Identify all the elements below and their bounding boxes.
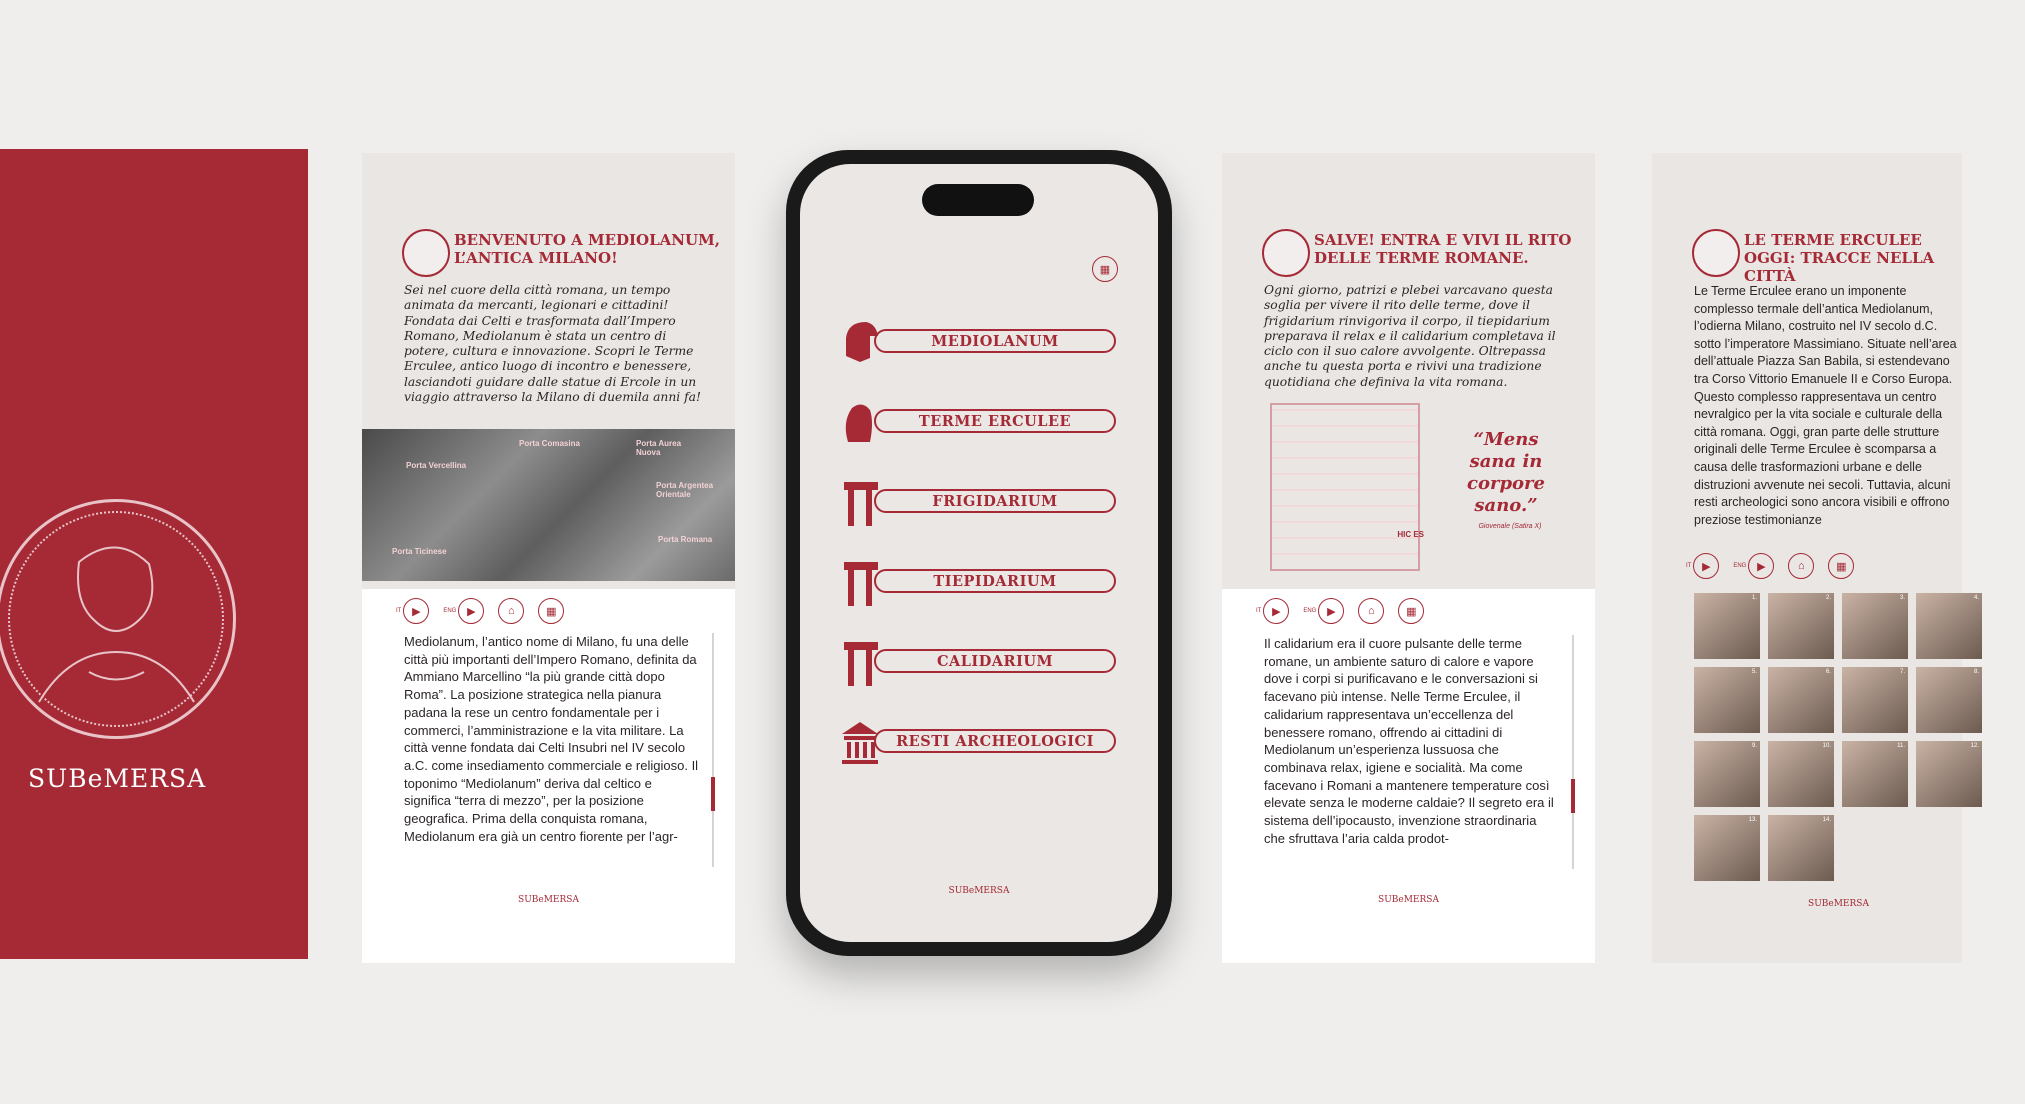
- panel-footer-brand: SUBeMERSA: [518, 895, 579, 905]
- plan-you-are-here-label: HIC ES: [1397, 530, 1424, 539]
- lang-label-eng: ENG: [443, 608, 457, 614]
- tile-number: 3.: [1899, 595, 1905, 601]
- menu-item-resti-archeologici[interactable]: [840, 716, 1120, 756]
- phone-mockup: [786, 150, 1172, 956]
- map-label: Porta Ticinese: [392, 547, 447, 556]
- gallery-tile[interactable]: [1916, 741, 1982, 807]
- map-label: Porta Comasina: [519, 439, 580, 448]
- home-button[interactable]: [1788, 553, 1814, 579]
- tile-number: 6.: [1825, 669, 1831, 675]
- panel-footer-brand: SUBeMERSA: [1808, 899, 1869, 909]
- play-it-button[interactable]: [1263, 598, 1289, 624]
- dynamic-island: [922, 184, 1034, 216]
- tile-number: 7.: [1899, 669, 1905, 675]
- lang-label-it: IT: [396, 608, 402, 614]
- hercules-logo-icon: [1262, 229, 1310, 277]
- brand-logo: SUBeMERSA: [28, 764, 207, 793]
- map-icon: ▦: [1836, 560, 1847, 573]
- gallery-tile[interactable]: [1768, 815, 1834, 881]
- panel-terme: [1222, 153, 1595, 963]
- phone-screen: [800, 164, 1158, 942]
- gallery-tile[interactable]: [1916, 593, 1982, 659]
- home-icon: ⌂: [508, 605, 515, 617]
- tile-number: 10.: [1822, 743, 1831, 749]
- map-label: Porta Aurea Nuova: [636, 439, 682, 457]
- tile-number: 9.: [1751, 743, 1757, 749]
- panel-header: [362, 153, 735, 589]
- menu-item-label: FRIGIDARIUM: [874, 489, 1116, 513]
- menu-item-label: TERME ERCULEE: [874, 409, 1116, 433]
- lang-label-it: IT: [1256, 608, 1262, 614]
- menu-item-calidarium[interactable]: [840, 636, 1120, 676]
- tile-number: 11.: [1897, 743, 1905, 749]
- panel-body[interactable]: [1264, 635, 1574, 869]
- scrollbar-thumb[interactable]: [1571, 779, 1575, 813]
- lang-label-it: IT: [1686, 563, 1692, 569]
- panel-body[interactable]: [404, 633, 714, 867]
- panel-title: BENVENUTO A MEDIOLANUM, L’ANTICA MILANO!: [454, 231, 720, 267]
- play-icon: ▶: [1327, 605, 1336, 618]
- audio-controls: [1686, 553, 2006, 579]
- audio-controls: [396, 598, 716, 624]
- gallery-tile[interactable]: [1694, 593, 1760, 659]
- home-icon: ⌂: [1798, 560, 1805, 572]
- play-icon: ▶: [1757, 560, 1766, 573]
- panel-intro: Ogni giorno, patrizi e plebei varcavano questa soglia per vivere il rito delle terme, dove il frigidarium rinvigoriva il corpo, il tiepidarium preparava il relax e il calidarium completava il ciclo con il suo calore avvolgente. Oltrepassa anche tu questa porta e rivivi una tradizione quotidiana che definiva la vita romana.: [1264, 283, 1556, 389]
- play-it-button[interactable]: [1693, 553, 1719, 579]
- menu-item-label: MEDIOLANUM: [874, 329, 1116, 353]
- menu-item-mediolanum[interactable]: [840, 316, 1120, 356]
- gallery-tile[interactable]: [1768, 593, 1834, 659]
- gallery-tile[interactable]: [1694, 667, 1760, 733]
- gallery-tile[interactable]: [1768, 741, 1834, 807]
- body-text: Il calidarium era il cuore pulsante delle terme romane, un ambiente saturo di calore e vapore dove i corpi si purificavano e le conversazioni si facevano più intense. Nelle Terme Erculee, il calidarium rappresentava un’eccellenza del benessere romano, offrendo ai cittadini di Mediolanum un’esperienza lussuosa che combinava relax, igiene e socialità. Ma come facevano i Romani a mantenere temperature così elevate senza le moderne caldaie? Il segreto era il sistema dell’ipocausto, invenzione straordinaria che sfruttava l’aria calda prodot-: [1264, 636, 1554, 846]
- tile-number: 2.: [1825, 595, 1831, 601]
- map-label: Porta Vercellina: [406, 461, 467, 470]
- map-icon: ▦: [1099, 263, 1111, 276]
- map-label: Porta Argentea Orientale: [656, 481, 714, 499]
- tile-number: 13.: [1748, 817, 1757, 823]
- menu-item-frigidarium[interactable]: [840, 476, 1120, 516]
- play-it-button[interactable]: [403, 598, 429, 624]
- gallery-tile[interactable]: [1842, 593, 1908, 659]
- gallery-tile[interactable]: [1916, 667, 1982, 733]
- menu-item-terme-erculee[interactable]: [840, 396, 1120, 436]
- panel-title: SALVE! ENTRA E VIVI IL RITO DELLE TERME ROMANE.: [1314, 231, 1572, 267]
- map-button[interactable]: [1828, 553, 1854, 579]
- panel-title: LE TERME ERCULEE OGGI: TRACCE NELLA CITTÀ: [1744, 231, 1935, 285]
- menu-item-label: CALIDARIUM: [874, 649, 1116, 673]
- quote-source: Giovenale (Satira X): [1478, 523, 1542, 530]
- play-icon: ▶: [412, 605, 421, 618]
- panel-header: [1222, 153, 1595, 589]
- tile-number: 8.: [1973, 669, 1979, 675]
- gallery-tile[interactable]: [1768, 667, 1834, 733]
- play-eng-button[interactable]: [458, 598, 484, 624]
- quote: “Mens sana in corpore sano.”: [1467, 429, 1545, 516]
- map-icon: ▦: [1406, 605, 1417, 618]
- menu-item-label: TIEPIDARIUM: [874, 569, 1116, 593]
- gallery-tile[interactable]: [1842, 741, 1908, 807]
- lang-label-eng: ENG: [1733, 563, 1747, 569]
- body-text: Mediolanum, l’antico nome di Milano, fu una delle città più importanti dell’Impero Romano, definita da Ammiano Marcellino “la più grande città dopo Roma”. La posizione strategica nella pianura padana la rese un centro fondamentale per i commerci, l’amministrazione e la vita militare. La città venne fondata dai Celti Insubri nel IV secolo a.C. come insediamento commerciale e religioso. Il toponimo “Mediolanum” deriva dal celtico e significa “terra di mezzo”, per la posizione geografica. Prima della conquista romana, Mediolanum era già un centro fiorente per l’agr-: [404, 634, 699, 844]
- play-icon: ▶: [467, 605, 476, 618]
- map-button[interactable]: [1092, 256, 1118, 282]
- hercules-logo-icon: [1692, 229, 1740, 277]
- gallery-tile[interactable]: [1842, 667, 1908, 733]
- phone-footer-brand: SUBeMERSA: [948, 886, 1010, 896]
- audio-controls: [1256, 598, 1576, 624]
- map-button[interactable]: [1398, 598, 1424, 624]
- menu-item-tiepidarium[interactable]: [840, 556, 1120, 596]
- play-icon: ▶: [1702, 560, 1711, 573]
- home-button[interactable]: [498, 598, 524, 624]
- tile-number: 4.: [1973, 595, 1979, 601]
- play-eng-button[interactable]: [1318, 598, 1344, 624]
- gallery-tile[interactable]: [1694, 741, 1760, 807]
- panel-oggi: [1652, 153, 1979, 963]
- aerial-map-image: [362, 429, 735, 581]
- panel-intro: Sei nel cuore della città romana, un tempo animata da mercanti, legionari e cittadini! Fondata dai Celti e trasformata dall’Impero Romano, Mediolanum è stata un centro di potere, cultura e innovazione. Scopri le Terme Erculee, antico luogo di incontro e benessere, lasciandoti guidare dalle statue di Ercole in un viaggio attraverso la Milano di duemila anni fa!: [404, 283, 701, 405]
- tile-number: 12.: [1970, 743, 1979, 749]
- menu-item-label: RESTI ARCHEOLOGICI: [874, 729, 1116, 753]
- remains-gallery: [1694, 593, 1982, 881]
- hercules-medal-icon: [0, 499, 236, 739]
- map-button[interactable]: [538, 598, 564, 624]
- panel-footer-brand: SUBeMERSA: [1378, 895, 1439, 905]
- home-icon: ⌂: [1368, 605, 1375, 617]
- home-button[interactable]: [1358, 598, 1384, 624]
- map-icon: ▦: [546, 605, 557, 618]
- panel-mediolanum: [362, 153, 735, 963]
- lang-label-eng: ENG: [1303, 608, 1317, 614]
- tile-number: 14.: [1822, 817, 1831, 823]
- play-icon: ▶: [1272, 605, 1281, 618]
- tile-number: 1.: [1751, 595, 1757, 601]
- tile-number: 5.: [1751, 669, 1757, 675]
- hercules-logo-icon: [402, 229, 450, 277]
- panel-intro: Le Terme Erculee erano un imponente complesso termale dell’antica Mediolanum, l’odierna Milano, costruito nel IV secolo d.C. sotto l’imperatore Massimiano. Situate nell’area dell’attuale Piazza San Babila, si estendevano tra Corso Vittorio Emanuele II e Corso Europa. Questo complesso rappresentava un centro nevralgico per la vita sociale e culturale della città romana. Oggi, gran parte delle strutture originali delle Terme Erculee è scomparsa a causa delle trasformazioni urbane e delle distruzioni avvenute nei secoli. Tuttavia, alcuni resti archeologici sono ancora visibili e offrono preziose testimonianze: [1694, 284, 1957, 527]
- terme-floor-plan: [1270, 403, 1424, 571]
- play-eng-button[interactable]: [1748, 553, 1774, 579]
- scrollbar-thumb[interactable]: [711, 777, 715, 811]
- cover-panel: [0, 149, 308, 959]
- gallery-tile[interactable]: [1694, 815, 1760, 881]
- map-label: Porta Romana: [658, 535, 713, 544]
